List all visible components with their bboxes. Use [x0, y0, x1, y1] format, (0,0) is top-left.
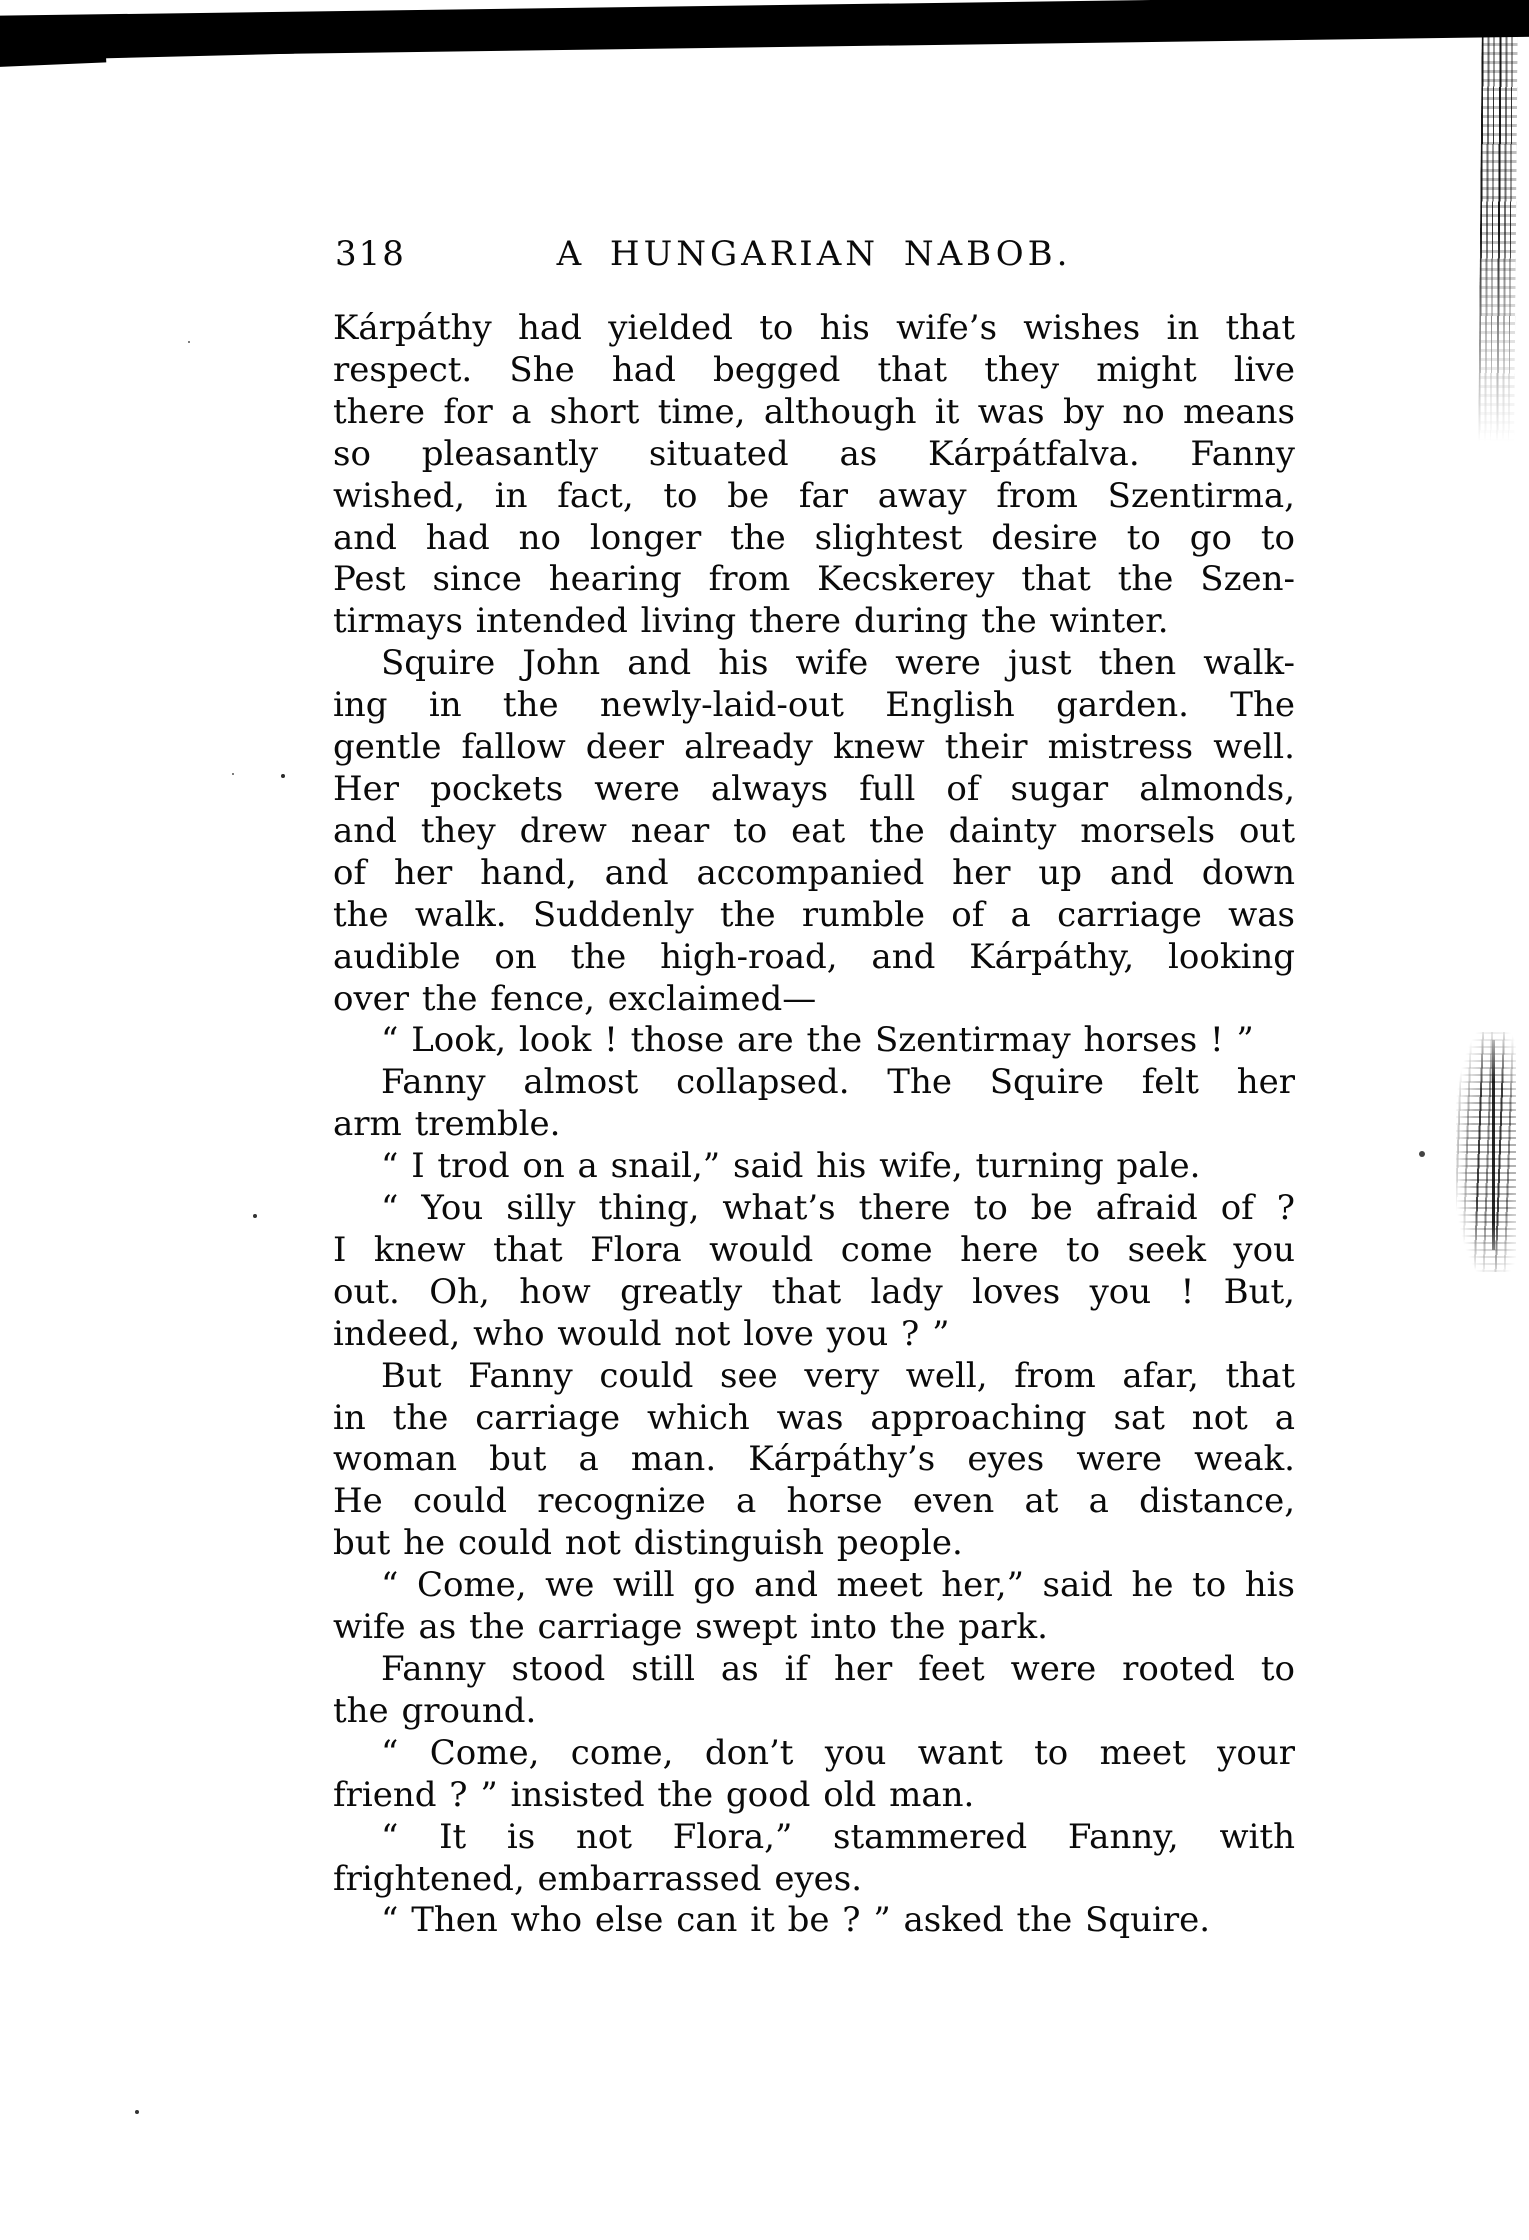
text-block: [333, 308, 1295, 1942]
text-line: in the carriage which was approaching sat not a: [333, 1397, 1295, 1438]
text-line: tirmays intended living there during the winter.: [333, 601, 1169, 642]
text-line: woman but a man. Kárpáthy’s eyes were weak.: [333, 1439, 1295, 1480]
text-line: gentle fallow deer already knew their mistress well.: [333, 727, 1295, 768]
text-line: Pest since hearing from Kecskerey that the Szen-: [333, 559, 1295, 600]
text-line: wished, in fact, to be far away from Szentirma,: [333, 475, 1295, 516]
text-line: ing in the newly-laid-out English garden. The: [333, 685, 1295, 726]
text-line: He could recognize a horse even at a distance,: [333, 1481, 1295, 1522]
paragraph: [333, 643, 1295, 1020]
paragraph: [333, 1356, 1295, 1566]
text-line: Fanny almost collapsed. The Squire felt her: [381, 1062, 1295, 1103]
text-line: “ I trod on a snail,” said his wife, turning pale.: [381, 1146, 1201, 1187]
text-line: and they drew near to eat the dainty morsels out: [333, 810, 1295, 851]
scan-speck-dots: [281, 774, 285, 778]
text-line: “ Come, we will go and meet her,” said he to his: [381, 1565, 1295, 1606]
paragraph: [333, 1146, 1295, 1188]
text-line: “ It is not Flora,” stammered Fanny, with: [381, 1816, 1295, 1857]
text-line: arm tremble.: [333, 1104, 561, 1145]
text-line: friend ? ” insisted the good old man.: [333, 1774, 975, 1815]
text-line: audible on the high-road, and Kárpáthy, looking: [333, 936, 1295, 977]
paragraph: [333, 1817, 1295, 1901]
text-line: “ You silly thing, what’s there to be afraid of ?: [381, 1188, 1295, 1229]
text-line: over the fence, exclaimed—: [333, 978, 817, 1019]
text-line: so pleasantly situated as Kárpátfalva. Fanny: [333, 433, 1295, 474]
text-line: wife as the carriage swept into the park.: [333, 1607, 1048, 1648]
text-line: Squire John and his wife were just then walk-: [381, 643, 1295, 684]
paragraph: [333, 1020, 1295, 1062]
paragraph: [333, 308, 1295, 643]
text-line: “ Come, come, don’t you want to meet your: [381, 1732, 1295, 1773]
paragraph: [333, 1733, 1295, 1817]
page-number: 318: [335, 234, 406, 274]
text-line: but he could not distinguish people.: [333, 1523, 963, 1564]
text-line: the walk. Suddenly the rumble of a carriage was: [333, 894, 1295, 935]
scan-right-edge-streaks-top: [1478, 0, 1518, 460]
text-line: I knew that Flora would come here to seek you: [333, 1229, 1295, 1270]
text-line: out. Oh, how greatly that lady loves you ! But,: [333, 1271, 1295, 1312]
text-line: But Fanny could see very well, from afar, that: [381, 1355, 1295, 1396]
text-line: of her hand, and accompanied her up and down: [333, 852, 1295, 893]
running-title: A HUNGARIAN NABOB.: [556, 234, 1072, 274]
text-line: “ Then who else can it be ? ” asked the Squire.: [381, 1900, 1211, 1941]
text-line: indeed, who would not love you ? ”: [333, 1313, 950, 1354]
text-line: “ Look, look ! those are the Szentirmay horses ! ”: [381, 1020, 1254, 1061]
paragraph: [333, 1188, 1295, 1356]
text-line: Her pockets were always full of sugar almonds,: [333, 768, 1295, 809]
text-line: Kárpáthy had yielded to his wife’s wishes in that: [333, 308, 1295, 348]
text-line: frightened, embarrassed eyes.: [333, 1858, 863, 1899]
scan-right-edge-streaks-middle: [1456, 1032, 1516, 1272]
text-line: there for a short time, although it was by no means: [333, 391, 1295, 432]
page-header: [333, 234, 1295, 274]
text-line: respect. She had begged that they might live: [333, 349, 1295, 390]
text-line: Fanny stood still as if her feet were rooted to: [381, 1649, 1295, 1689]
text-line: and had no longer the slightest desire to go to: [333, 517, 1295, 558]
paragraph: [333, 1565, 1295, 1649]
paragraph: [333, 1062, 1295, 1146]
paragraph: [333, 1900, 1295, 1942]
paragraph: [333, 1649, 1295, 1733]
text-line: the ground.: [333, 1690, 537, 1731]
